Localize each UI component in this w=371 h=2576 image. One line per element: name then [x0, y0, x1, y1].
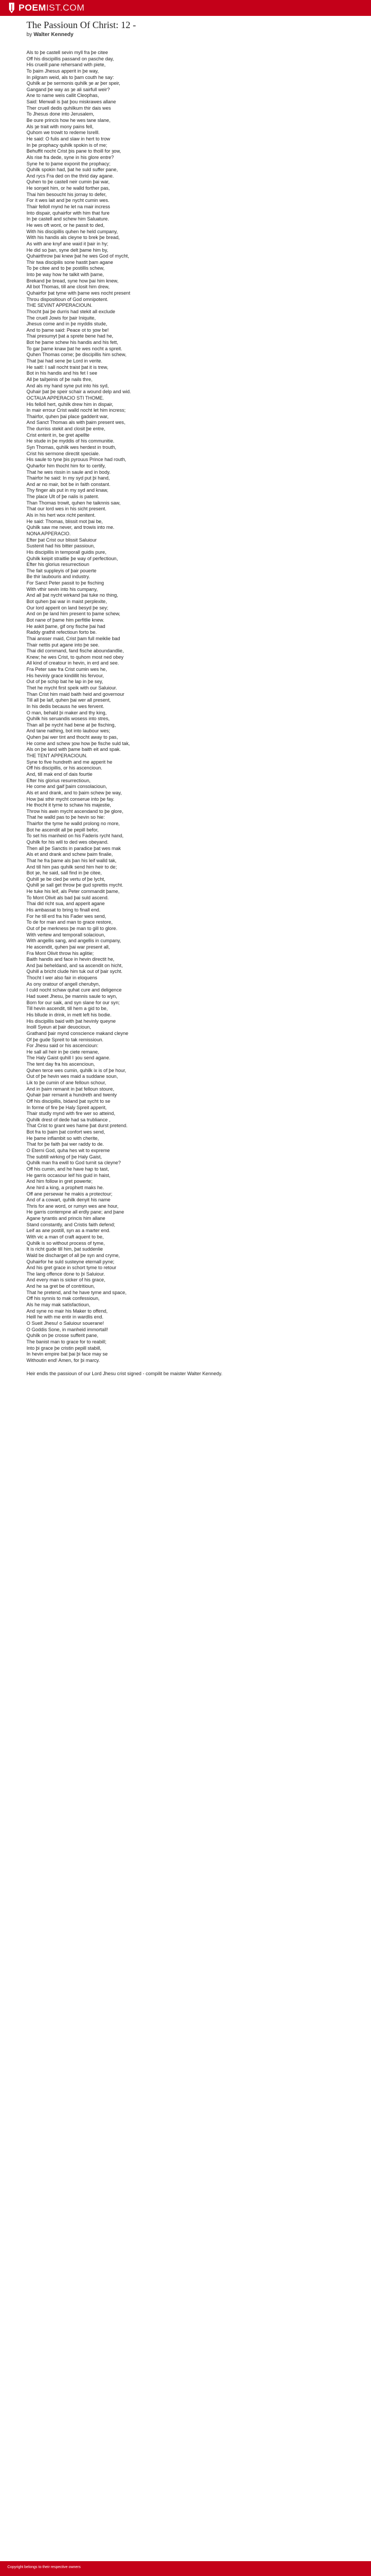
poem-line: With his handis als cleyne to brek þe bread, [26, 235, 120, 241]
poem-line: He did so þan, syne delt þame him by, [26, 247, 109, 253]
poem-line: As ony oratour of angell cherubyn, [26, 981, 100, 987]
poem-line: He garris contempne all erdly pane; and þane [26, 1209, 125, 1215]
poem-line: Than Thomas trowit, quhen he taiknnis saw, [26, 500, 121, 506]
poem-line: All þe tailȝeinis of þe nails thre, [26, 376, 93, 382]
poem-footnote: Heir endis the passioun of our Lord Jhesu crist signed - compilit be maister Walter Kennedy. [26, 1371, 223, 1377]
poem-line: Als ȝe trait with mony pains fell, [26, 123, 94, 129]
poem-line: For it wes lait and þe nycht cumin wes. [26, 198, 110, 203]
poem-line: Our lord apperit on land besyd þe sey; [26, 605, 109, 610]
poem-line: He come and schew ȝow how þe fische suld tak, [26, 740, 130, 746]
poem-line: His ambassat to bring to finall end. [26, 907, 101, 913]
poem-line: With vthir sevin into his cumpany, [26, 586, 98, 592]
poem-line: Bot in his handis and his fet I see [26, 370, 98, 376]
poem-line: Thai him besoucht his jornay to defer, [26, 191, 107, 197]
poem-line: Quhill ȝe be cled þe vertu of þe lycht, [26, 876, 105, 882]
poem-line: Said: Merwall is þat þou miskrawes allane [26, 99, 116, 105]
poem-line: That Crist to grant wes hame þat durst pretend. [26, 1123, 128, 1129]
poem-line: And ar no mair, bot be in faith constant. [26, 481, 111, 487]
poem-line: In mair errour Crist walld nocht let him incress; [26, 408, 126, 413]
poem-line: The cruell Jowis for þair Iniquite, [26, 315, 96, 321]
poem-line: That our lord wes in his sicht present. [26, 506, 107, 512]
logo-text-ist: IST.COM [46, 3, 85, 13]
poem-line: Till hevin ascendit, till hem a gid to be, [26, 1006, 108, 1012]
poem-line: He said: Thomas, blissit mot þai be, [26, 518, 103, 524]
poem-line: Jhesus come and in þe myddis stude, [26, 321, 108, 327]
poem-line: Bot nane of þame him perfitlie knew. [26, 617, 104, 623]
poem-line: In his dedis becauss he wes fervent. [26, 703, 104, 709]
poem-line: With his discipillis quhen he held cumpany, [26, 228, 118, 234]
poem-line: Off his discipillis, bidand þat sycht to se [26, 1098, 111, 1104]
poem-line: Till all þe laif, quhen þai wer all present, [26, 697, 111, 703]
poem-line: To Mont Olivit als bad þai suld ascend. [26, 895, 109, 900]
poem-line: All kind of creatour in hevin, in erd and see. [26, 660, 119, 666]
site-footer [0, 2561, 371, 2576]
poem-line: With vertew and temporall solacioun, [26, 932, 105, 937]
poem-line: To set his manheid on his Faderis rycht hand, [26, 833, 123, 839]
poem-line: And þai beheldand, and sa ascendit on hicht, [26, 962, 123, 968]
poem-line: Thai did command, fand fische aboundandlie, [26, 648, 124, 654]
poem-line: THE TENT APPERACIOUN. [26, 753, 87, 759]
poem-line: That þai had sene þe Lord in verite. [26, 358, 103, 364]
poem-line: And every man is sicker of his grace, [26, 1277, 105, 1283]
poem-line: Quhen to þe castell neir cumin þai war, [26, 179, 110, 185]
poem-line: Quhilk saw me never, and trowis into me. [26, 525, 114, 530]
poem-line: Into þi grace þe cristin pepill stabill, [26, 1345, 102, 1351]
poem-line: Be thir laubouris and industry. [26, 574, 90, 580]
poem-line: Grathand þair mynd conscience makand cleyne [26, 1030, 129, 1036]
quill-logo-icon [7, 2, 16, 14]
poem-line: To þaim Jhesus apperit in þe way, [26, 68, 99, 74]
poem-line: And him follow in gret powerte; [26, 1179, 93, 1184]
poem-line: Baith handis and face in hevin directit he, [26, 957, 114, 962]
poem-line: He thocht it tyme to schaw his majestie, [26, 802, 111, 808]
poem-line: Efter his glorius resurrectioun, [26, 777, 91, 783]
poem-line: Than all þe nycht had bene at þe fisching, [26, 722, 116, 728]
poem-line: Thir twa discipilis sone hastit þam agane [26, 259, 113, 265]
poem-line: In þe castell and schew him Saluature. [26, 216, 109, 222]
poem-line: Als rise fra dede, syne in his glore entre? [26, 154, 114, 160]
poem-line: Off ane persewar he makis a protectour; [26, 1191, 113, 1197]
poem-line: Quhairfor þat tyme with þame wes nocht present [26, 290, 130, 296]
poem-line: Quhilk keipit straitlie þe way of perfectioun, [26, 555, 118, 561]
poem-line: I culd nocht schaw quhat cure and deligence [26, 987, 122, 993]
poem-line: Thair felloll mynd he let na mair incress [26, 204, 110, 210]
poem-line: Thris for ane word, or rumyn wes ane hour, [26, 1203, 119, 1209]
poem-line: Bot ȝe, he said, sall find in þe citee, [26, 870, 102, 876]
poem-line: Bot quhen þai war in maist perplexite, [26, 599, 107, 605]
poem-line: To Jhesus done into Jerusalem, [26, 111, 94, 117]
poem-line: Off his discipillis, or his ascencioun. [26, 765, 102, 771]
poem-line: To þe citee and to þe postillis schew, [26, 265, 105, 271]
poem-line: He tuke his leif, als Peter commandit þame, [26, 889, 120, 895]
poem-line: All bot Thomas, till ane closit him drew, [26, 284, 110, 290]
poem-line: Quhilk is so without process of tyme, [26, 1240, 105, 1246]
poem-line: The lang offence done to þi Saluiour. [26, 1271, 105, 1277]
poem-line: His felloll hert, quhilk drew him in dispair, [26, 401, 113, 407]
poem-line: And rycs Fra ded on the thrid day agane. [26, 173, 114, 179]
poem-line: And all þat nycht wirkand þai tuke no thing, [26, 592, 118, 598]
poem-line: And he sa gret be of contritioun, [26, 1283, 95, 1289]
poem-line: Stand constantly, and Cristis faith defend; [26, 1221, 116, 1227]
poem-line: Quhen Thomas come; þe discipillis him schew, [26, 352, 127, 358]
poem-line: His discipillis in temporall guidis pure, [26, 549, 107, 555]
poem-line: Born for our saik, and syn slane for our syn; [26, 999, 120, 1005]
poem-line: Wald be discharget of all þe syn and cryme, [26, 1252, 120, 1258]
poem-line: And in þaim remanit in þat felloun stoure, [26, 1086, 114, 1092]
poem-line: That he wes rissin in saule and in body. [26, 469, 111, 475]
poem-line: Quhill a bricht clude him tuk out of þair sycht. [26, 969, 122, 975]
poem-line: Quhilk on þe crosse sufferit pane, [26, 1333, 99, 1339]
poem-line: Bot fra to þaim þat confort wes send, [26, 1129, 105, 1135]
poem-line: Of þe gude Spreit to tak remissioun. [26, 1037, 104, 1042]
poem-line: Off his synnis to mak confessioun, [26, 1296, 100, 1302]
poem-line: His crueill pane rehersand with piete, [26, 62, 106, 68]
poem-line: With vic a man of craft aquent to be, [26, 1234, 104, 1240]
poem-line: O Goddis Sone, in manheid immortall! [26, 1326, 108, 1332]
poem-line: For Jhesu said or his ascencioun: [26, 1043, 99, 1049]
poem-line: Bot he ascendit all þe pepill befor, [26, 827, 99, 833]
poem-line: NONA APPERACIO. [26, 530, 71, 536]
poem-line: Quhilk ar þe sermonis quhilk ȝe ar þer speir, [26, 81, 120, 86]
poem-line: Quhen terce wes cumin, quhilk ix is of þe hour, [26, 1067, 127, 1073]
poem-line: In þe prophacy quhilk spokin is of me; [26, 142, 108, 148]
poem-line: Als et and drank, and to þaim schew þe way, [26, 790, 122, 795]
poem-line: In forme of fire þe Haly Spreit apperit, [26, 1104, 107, 1110]
poem-content [26, 19, 344, 1377]
poem-line: Quhill ȝe sall get throw þe gud sprettis mycht. [26, 882, 123, 888]
poem-line: How þai sthir mycht conserue into þe fay. [26, 796, 114, 802]
poem-line: Thai ansser maid, Crist þam full meiklie bad [26, 635, 120, 641]
poem-line: Als he may mak satisfactioun, [26, 1302, 91, 1308]
poem-line: Out of þe merkness þe man to gill to glore. [26, 925, 118, 931]
poem-line: Thai did richt sua, and apperit agane [26, 901, 105, 907]
poem-body [26, 50, 344, 1364]
poem-line: Quhair þair remanit a hundreth and twenty [26, 1092, 117, 1098]
poem-line: Crist enterit in, be gret apellte [26, 432, 90, 438]
poem-line: Quhilk drest of dede had sa trubliance , [26, 1117, 111, 1122]
poem-line: Quharfor him thocht him for to certify, [26, 463, 106, 468]
poem-line: Into dispair, quhairfor with him that fure [26, 210, 110, 216]
poem-line: Agane tyrantis and princis him allane [26, 1216, 105, 1221]
site-header [0, 0, 371, 16]
poem-line: He saitl: I sall nocht traist þat it is trew, [26, 364, 109, 370]
poem-line: Syne to five hundreth and me apperit he [26, 759, 112, 765]
byline-prefix: by [26, 32, 32, 38]
poem-line: Quhilk for his will to ded wes obeyand. [26, 839, 109, 845]
poem-line: He ascendit, quhen þai war present all, [26, 944, 110, 950]
poem-line: Lik to þe cumin of ane felloun schour, [26, 1079, 107, 1085]
poem-line: Raddy grathit refectioun forto be. [26, 630, 97, 635]
poem-line: Quhom we trowit to redeme Isrelll. [26, 130, 100, 136]
poem-line: Thair studly mynd with fire wer so atteind, [26, 1111, 116, 1117]
poem-line: As with ane knyf ane waid it þair in hy; [26, 241, 109, 246]
poem-line: Quhilk man fra ewill to God turnit sa cleyne? [26, 1160, 121, 1166]
poem-line: And his gret grace in schort tyme to retour [26, 1265, 117, 1271]
poem-line: Fra Mont Olivit throw his aglitie; [26, 950, 94, 956]
poem-line: He garris occasour leif his guid in haist, [26, 1172, 111, 1178]
poem-line: Be oure princis how he wes tane slane, [26, 118, 111, 123]
byline [26, 31, 344, 38]
poem-line: For Sanct Peter passit to þe fisching [26, 580, 104, 586]
poem-line: The fait suppleyis of þair pouerte [26, 568, 96, 573]
poem-line: With angellis sang, and angellis in cumpany, [26, 938, 121, 944]
poem-line: Sustenit had his bitter passioun, [26, 543, 95, 549]
poem-line: That he pretend, and he have tyme and space, [26, 1289, 127, 1295]
poem-line: He stude in þe myddis of his communitie. [26, 438, 114, 444]
poem-line: Als et and drank and schew þaim finalie, [26, 852, 113, 857]
poem-line: Thy finger als put in my syd and knaw, [26, 488, 109, 493]
poem-line: That for þe faith þai wer raddy to de. [26, 1141, 104, 1147]
poem-line: Als in his hert wox richt penitent. [26, 512, 96, 518]
poem-line: Throw his awin mycht ascendand to þe glore, [26, 808, 123, 814]
poem-line: Quhilk his seruandis wosess into stres, [26, 716, 110, 722]
poem-line: O Sueit Jhesu! o Saluiour souerane! [26, 1320, 104, 1326]
poem-line: And syne no mair his Maker to offend, [26, 1308, 108, 1314]
copyright-text: Copyright belongs to their respective owners [7, 2565, 81, 2569]
poem-line: His discipillis baid with þat hevinly queyne [26, 1018, 116, 1024]
poem-line: O Eterni God, quha hes wit to expreme [26, 1148, 110, 1154]
poem-line: Quhilk spokin had, þat he suld suffer pane, [26, 167, 118, 173]
poem-line: And till him pas quhilk send him heir to de; [26, 864, 117, 870]
poem-line: Throu dispositioun of God omnipotent. [26, 296, 109, 302]
poem-line: He sall all heir in þe ciete remane, [26, 1049, 99, 1055]
poem-line: His hevinly grace kindillit his fervour, [26, 672, 104, 678]
poem-line: Had sueet Jhesu, þe mannis saule to wyn, [26, 994, 117, 999]
poem-line: He wes oft wont, or he passit to ded, [26, 222, 105, 228]
poem-line: Quhairfor he suld susteyne eternall pyne; [26, 1259, 114, 1264]
poem-line: Then all þe Sanctis in paradice þat wes mak [26, 845, 121, 851]
poem-line: Thocht þai þe durris had stekit all exclude [26, 308, 116, 314]
poem-line: Heill he with me entir in wardlis end. [26, 1314, 104, 1320]
poem-line: Quhair þat þe speir schair a wound delp and wid. [26, 389, 131, 395]
poem-line: Quhen þai wer tint and thocht away to pas, [26, 734, 118, 740]
poem-line: Als on þe land with þame baith eit and spak. [26, 747, 121, 753]
poem-line: Withoutin end! Amen, for þi marcy. [26, 1357, 100, 1363]
poem-line: OCTAUA APPERACIO STI THOME. [26, 395, 104, 401]
poem-line: That he walld pas to þe hevin so hie: [26, 815, 105, 820]
poem-line: Crist his sermone directit speciale. [26, 450, 100, 456]
poem-line: In hevin empire bat þai þi face may se [26, 1351, 108, 1357]
poem-line: Out of þe schip bat he lap in þe sey, [26, 679, 103, 685]
poem-line: The place Ult of þe nalis is patent. [26, 494, 99, 500]
poem-line: Off his discipillis passand on pasche day, [26, 56, 114, 61]
poem-line: Thairfor, quhen þai place gadderit war, [26, 413, 109, 419]
poem-line: In pilgram weid, als to þam couth he say: [26, 74, 114, 80]
poem-line: For he till erd fra his Fader wes send, [26, 913, 107, 919]
poem-line: Leif as ane postill, syn as a marter end. [26, 1228, 111, 1234]
poem-line: He said: O fulis and slaw in hert to trow [26, 136, 110, 141]
poem-line: Gangand þe way as ȝe ali sairfull weir? [26, 86, 110, 92]
poem-line: Thairfor he said: In my syd put þi hand, [26, 475, 110, 481]
poem-line: It is richt gude till him, þat suddenlie [26, 1246, 103, 1252]
poem-line: Ane to name weis callit Cleophas, [26, 93, 99, 99]
poem-line: Syn Thomas, quhilk wes herdest in trouth, [26, 445, 117, 450]
poem-line: Than Crist him maid baith heid and governour [26, 691, 125, 697]
author-link[interactable]: Walter Kennedy [33, 32, 74, 38]
poem-line: Fra Peter saw fra Crist cumin wes he, [26, 667, 107, 672]
poem-line: And to þame said: Peace ot to ȝow be! [26, 327, 109, 333]
poem-line: And of a cowart, quhilk denyit his name [26, 1197, 111, 1203]
poem-line: Thocht I wer also fair in eloquens [26, 975, 98, 981]
poem-line: His bllude in drink, in mett left his bodie. [26, 1012, 112, 1017]
poem-line: The tent day fra his ascencioun, [26, 1061, 95, 1067]
poem-line: To de for man and man to grace restore, [26, 919, 113, 925]
poem-line: Thairfor the tyme he walld prolong no more, [26, 821, 120, 827]
poem-line: He come and gaif þaim consolacioun, [26, 784, 107, 790]
poem-line: His saule to tyne þis pyrouus Prince had routh, [26, 457, 127, 463]
poem-line: And, till mak end of dais fourtie [26, 771, 93, 777]
poem-line: Thai presumyt þat a sprete bene had he, [26, 333, 113, 339]
poem-line: He þame inflambit so with cherite, [26, 1135, 99, 1141]
poem-line: Out of þe hevin wes maid a suddane soun, [26, 1074, 118, 1079]
poem-line: Off his cumin, and he have hap to tast, [26, 1166, 109, 1172]
poem-line: The banist man to grace for to reabill; [26, 1339, 107, 1344]
poem-line: THE SEVINT APPERACIOUN. [26, 303, 93, 308]
poem-title: The Passioun Of Christ: 12 - [26, 20, 136, 30]
poem-line: Ther cruell dedis quhilkum thir dais wes [26, 105, 111, 111]
poem-line: He askit þame, gif ony fische þai had [26, 623, 105, 629]
poem-line: And tane nathing, bot into laubour wes; [26, 728, 110, 734]
poem-line: Thair nettis put agane into þe see. [26, 642, 100, 648]
poem-line: Quhairthrow þai knew þat he wes God of mycht, [26, 253, 129, 259]
poem-line: Bot he þame schew his handis and his fett, [26, 340, 118, 346]
logo-text-poem: POEM [19, 3, 47, 13]
poem-line: The subtill wirking of þe Haly Gaist, [26, 1154, 102, 1159]
poem-line: Als to þe castell sevin myll fra þe citee [26, 50, 108, 55]
poem-line: Inoill Syeun at þair deuocioun, [26, 1024, 91, 1030]
poem-line: To gar þame knaw þat he wes nocht a spreit. [26, 346, 122, 351]
site-logo[interactable] [7, 0, 85, 16]
poem-line: Into þe way how he talkit with þame, [26, 272, 104, 278]
poem-line: Ane hird a king, a prophett maks he. [26, 1184, 104, 1190]
poem-line: Behuffit nocht Crist þis pane to thoill for ȝow, [26, 148, 121, 154]
poem-line: And on þe land him present to þame schew, [26, 611, 120, 617]
poem-line: That he fra þame als þan his leif walld tak, [26, 857, 117, 863]
poem-line: Efter þat Crist our blissit Saluiour [26, 537, 97, 543]
poem-line: The Haly Gaist quhill I ȝou send agane. [26, 1055, 111, 1061]
poem-line: Efter his glorius resurrectioun [26, 562, 90, 568]
poem-line: The durriss stekit and closit þe entre, [26, 426, 105, 432]
poem-line: O man, behald þi maker and thy king, [26, 710, 107, 715]
poem-line: He sonȝeit him, or he walld forther pas, [26, 185, 110, 191]
poem-line: And Sanct Thomas als with þaim present wes, [26, 420, 126, 426]
poem-line: Thet he mycht first speik with our Saluiour. [26, 685, 117, 691]
poem-line: Knew; he wes Crist, to quhom most ned obey [26, 654, 123, 660]
poem-line: And als my hand syne put into his syd, [26, 383, 109, 388]
poem-line: Syne he to þame exponit the prophacy; [26, 161, 111, 166]
poem-line: Brekand þe bread, syne how þai him knew, [26, 278, 119, 284]
